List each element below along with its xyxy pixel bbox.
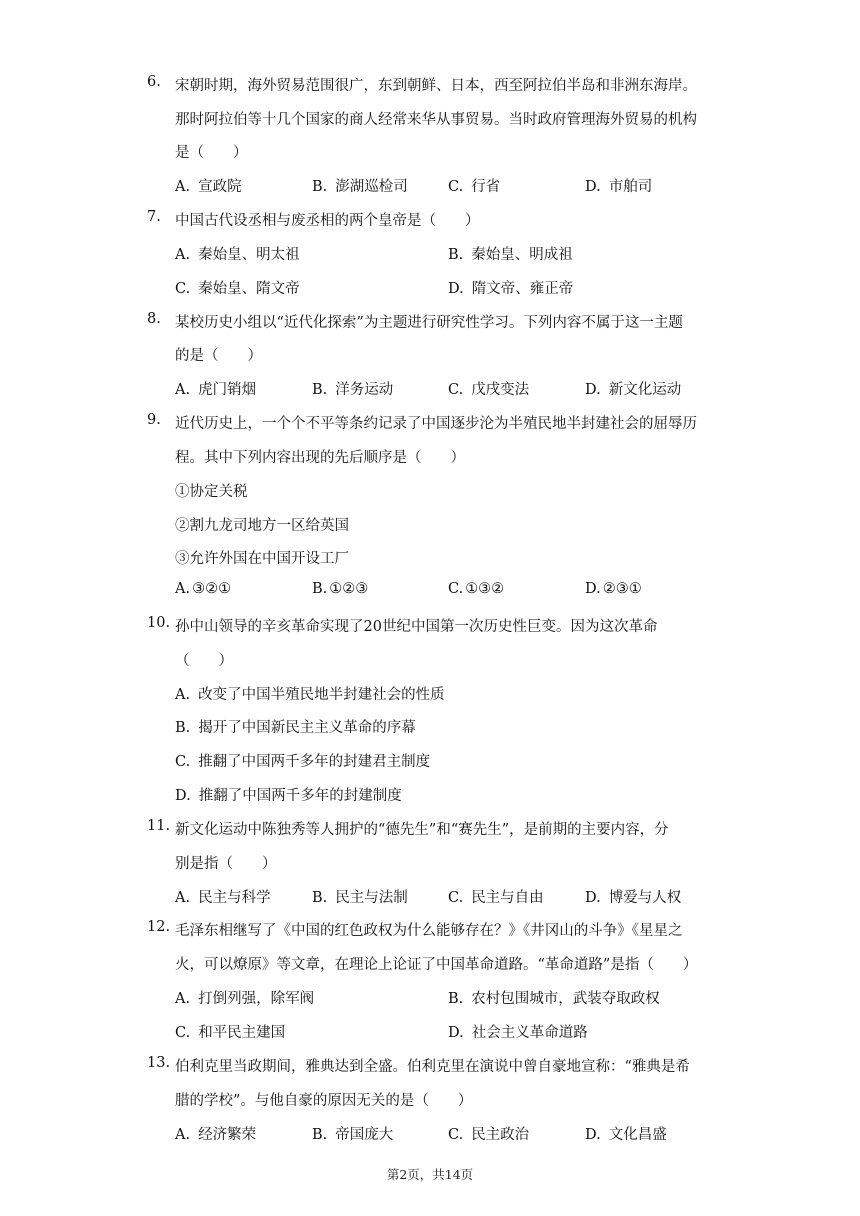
question-text-line: 别是指（ ） [175, 856, 277, 872]
question-number: 10. [147, 615, 171, 631]
option-b: B. 澎湖巡检司 [312, 179, 408, 195]
option-a: A. 秦始皇、明太祖 [175, 247, 300, 263]
question-text-line: 火，可以燎原》等文章，在理论上论证了中国革命道路。“革命道路”是指（ ） [175, 957, 698, 973]
option-d: D. 文化昌盛 [585, 1127, 667, 1143]
question-item: ②割九龙司地方一区给英国 [175, 518, 349, 534]
option-b: B. 农村包围城市，武装夺取政权 [448, 991, 660, 1007]
question-number: 11. [147, 818, 171, 834]
option-b: B. ①②③ [312, 581, 369, 597]
option-d: D. 隋文帝、雍正帝 [448, 281, 574, 297]
option-c: C. 和平民主建国 [175, 1025, 286, 1041]
option-c: C. 戊戌变法 [448, 382, 530, 398]
question-item: ③允许外国在中国开设工厂 [175, 551, 349, 567]
option-b: B. 民主与法制 [312, 890, 408, 906]
question-item: ①协定关税 [175, 484, 248, 500]
question-text-line: 孙中山领导的辛亥革命实现了20世纪中国第一次历史性巨变。因为这次革命 [175, 619, 658, 635]
question-text-line: 腊的学校”。与他自豪的原因无关的是（ ） [175, 1093, 473, 1109]
question-number: 8. [147, 311, 161, 327]
option-c: C. 秦始皇、隋文帝 [175, 281, 300, 297]
option-c: C. 民主政治 [448, 1127, 530, 1143]
option-b: B. 洋务运动 [312, 382, 394, 398]
option-c: C. 民主与自由 [448, 890, 544, 906]
question-text-line: 中国古代设丞相与废丞相的两个皇帝是（ ） [175, 213, 480, 229]
option-c: C. 推翻了中国两千多年的封建君主制度 [175, 754, 431, 770]
option-a: A. ③②① [175, 581, 232, 597]
question-text-line: 那时阿拉伯等十几个国家的商人经常来华从事贸易。当时政府管理海外贸易的机构 [175, 112, 697, 128]
option-d: D. 推翻了中国两千多年的封建制度 [175, 788, 402, 804]
question-text-line: 是（ ） [175, 145, 248, 161]
question-number: 7. [147, 209, 161, 225]
option-a: A. 宣政院 [175, 179, 242, 195]
option-a: A. 改变了中国半殖民地半封建社会的性质 [175, 687, 445, 703]
option-d: D. 新文化运动 [585, 382, 682, 398]
option-a: A. 打倒列强，除军阀 [175, 991, 315, 1007]
question-number: 6. [147, 74, 161, 90]
question-text-line: 近代历史上，一个个不平等条约记录了中国逐步沦为半殖民地半封建社会的屈辱历 [175, 416, 697, 432]
question-text-line: （ ） [175, 653, 233, 669]
question-number: 9. [147, 412, 161, 428]
option-d: D. ②③① [585, 581, 642, 597]
option-a: A. 经济繁荣 [175, 1127, 257, 1143]
option-a: A. 虎门销烟 [175, 382, 257, 398]
option-b: B. 帝国庞大 [312, 1127, 394, 1143]
option-d: D. 市舶司 [585, 179, 653, 195]
option-d: D. 社会主义革命道路 [448, 1025, 588, 1041]
option-b: B. 秦始皇、明成祖 [448, 247, 573, 263]
option-c: C. 行省 [448, 179, 501, 195]
option-c: C. ①③② [448, 581, 505, 597]
option-d: D. 博爱与人权 [585, 890, 682, 906]
page-footer: 第2页，共14页 [386, 1167, 474, 1182]
option-a: A. 民主与科学 [175, 890, 271, 906]
question-text-line: 宋朝时期，海外贸易范围很广，东到朝鲜、日本，西至阿拉伯半岛和非洲东海岸。 [175, 78, 697, 94]
question-text-line: 的是（ ） [175, 348, 262, 364]
question-text-line: 某校历史小组以“近代化探索”为主题进行研究性学习。下列内容不属于这一主题 [175, 315, 683, 331]
question-number: 12. [147, 919, 171, 935]
question-text-line: 程。其中下列内容出现的先后顺序是（ ） [175, 450, 465, 466]
option-b: B. 揭开了中国新民主主义革命的序幕 [175, 720, 416, 736]
question-text-line: 新文化运动中陈独秀等人拥护的“德先生”和“赛先生”，是前期的主要内容，分 [175, 822, 669, 838]
question-text-line: 伯利克里当政期间，雅典达到全盛。伯利克里在演说中曾自豪地宣称：“雅典是希 [175, 1059, 690, 1075]
question-text-line: 毛泽东相继写了《中国的红色政权为什么能够存在？》《井冈山的斗争》《星星之 [175, 923, 683, 939]
question-number: 13. [147, 1055, 171, 1071]
